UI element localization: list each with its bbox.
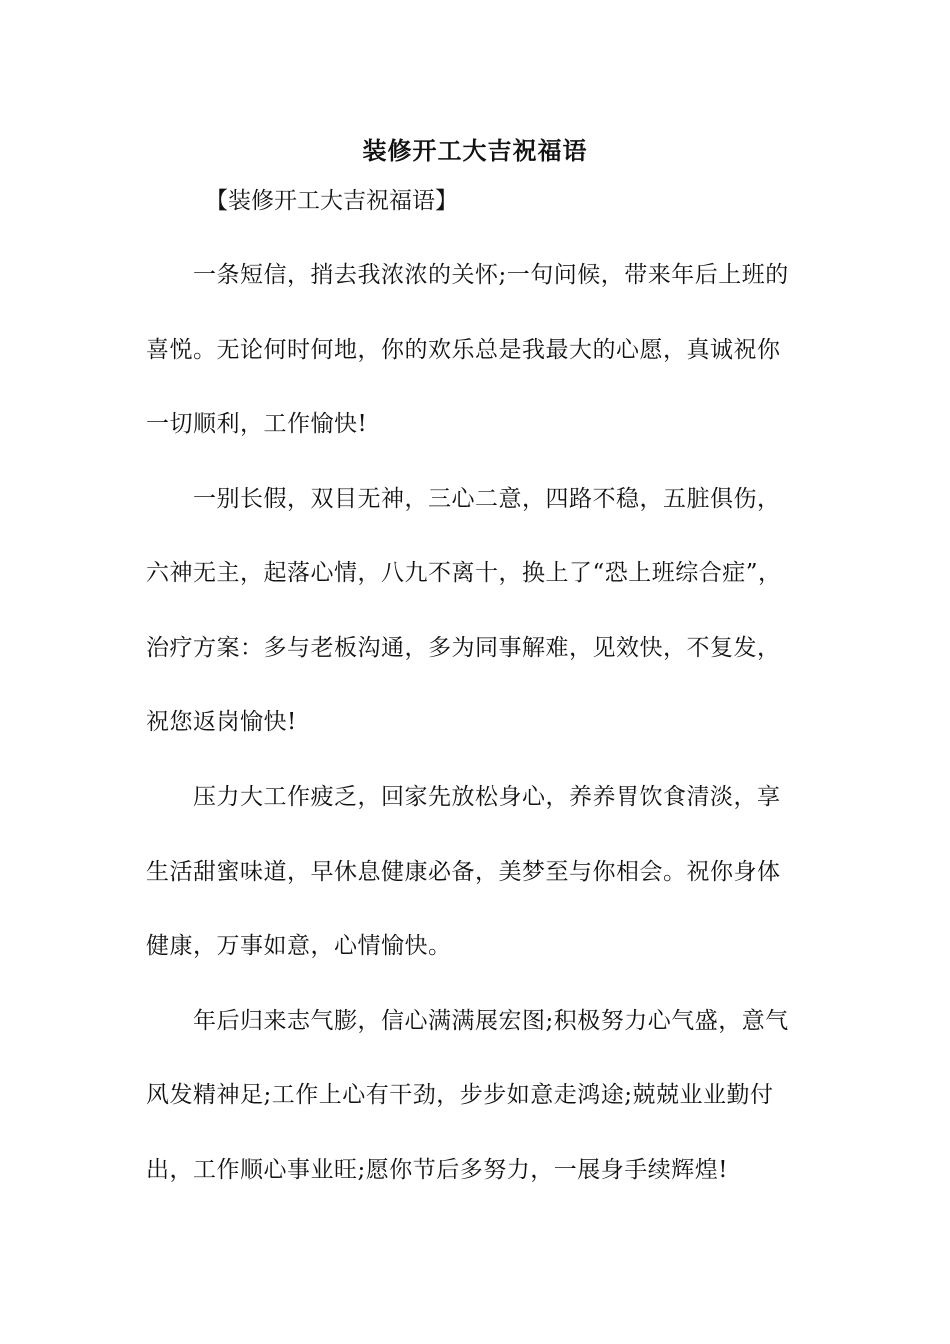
document-title: 装修开工大吉祝福语 (362, 136, 588, 165)
paragraph-2-line-2: 六神无主，起落心情，八九不离十，换上了“恐上班综合症”， (146, 560, 782, 586)
paragraph-1-line-3: 一切顺利，工作愉快! (146, 411, 368, 437)
paragraph-4-line-1: 年后归来志气膨，信心满满展宏图;积极努力心气盛，意气 (193, 1008, 789, 1034)
paragraph-4-line-2: 风发精神足;工作上心有干劲，步步如意走鸿途;兢兢业业勤付 (146, 1082, 774, 1108)
paragraph-4-line-3: 出，工作顺心事业旺;愿你节后多努力，一展身手续辉煌! (146, 1157, 728, 1183)
paragraph-1-line-2: 喜悦。无论何时何地，你的欢乐总是我最大的心愿，真诚祝你 (146, 337, 781, 363)
paragraph-1-line-1: 一条短信，捎去我浓浓的关怀;一句问候，带来年后上班的 (193, 262, 789, 288)
document-subtitle: 【装修开工大吉祝福语】 (205, 188, 458, 214)
paragraph-3-line-2: 生活甜蜜味道，早休息健康必备，美梦至与你相会。祝你身体 (146, 859, 781, 885)
paragraph-2-line-3: 治疗方案：多与老板沟通，多为同事解难，见效快，不复发， (146, 635, 781, 661)
paragraph-2-line-1: 一别长假，双目无神，三心二意，四路不稳，五脏俱伤， (193, 486, 781, 512)
paragraph-2-line-4: 祝您返岗愉快! (146, 709, 297, 735)
paragraph-3-line-1: 压力大工作疲乏，回家先放松身心，养养胃饮食清淡，享 (193, 784, 781, 810)
paragraph-3-line-3: 健康，万事如意，心情愉快。 (146, 933, 452, 959)
